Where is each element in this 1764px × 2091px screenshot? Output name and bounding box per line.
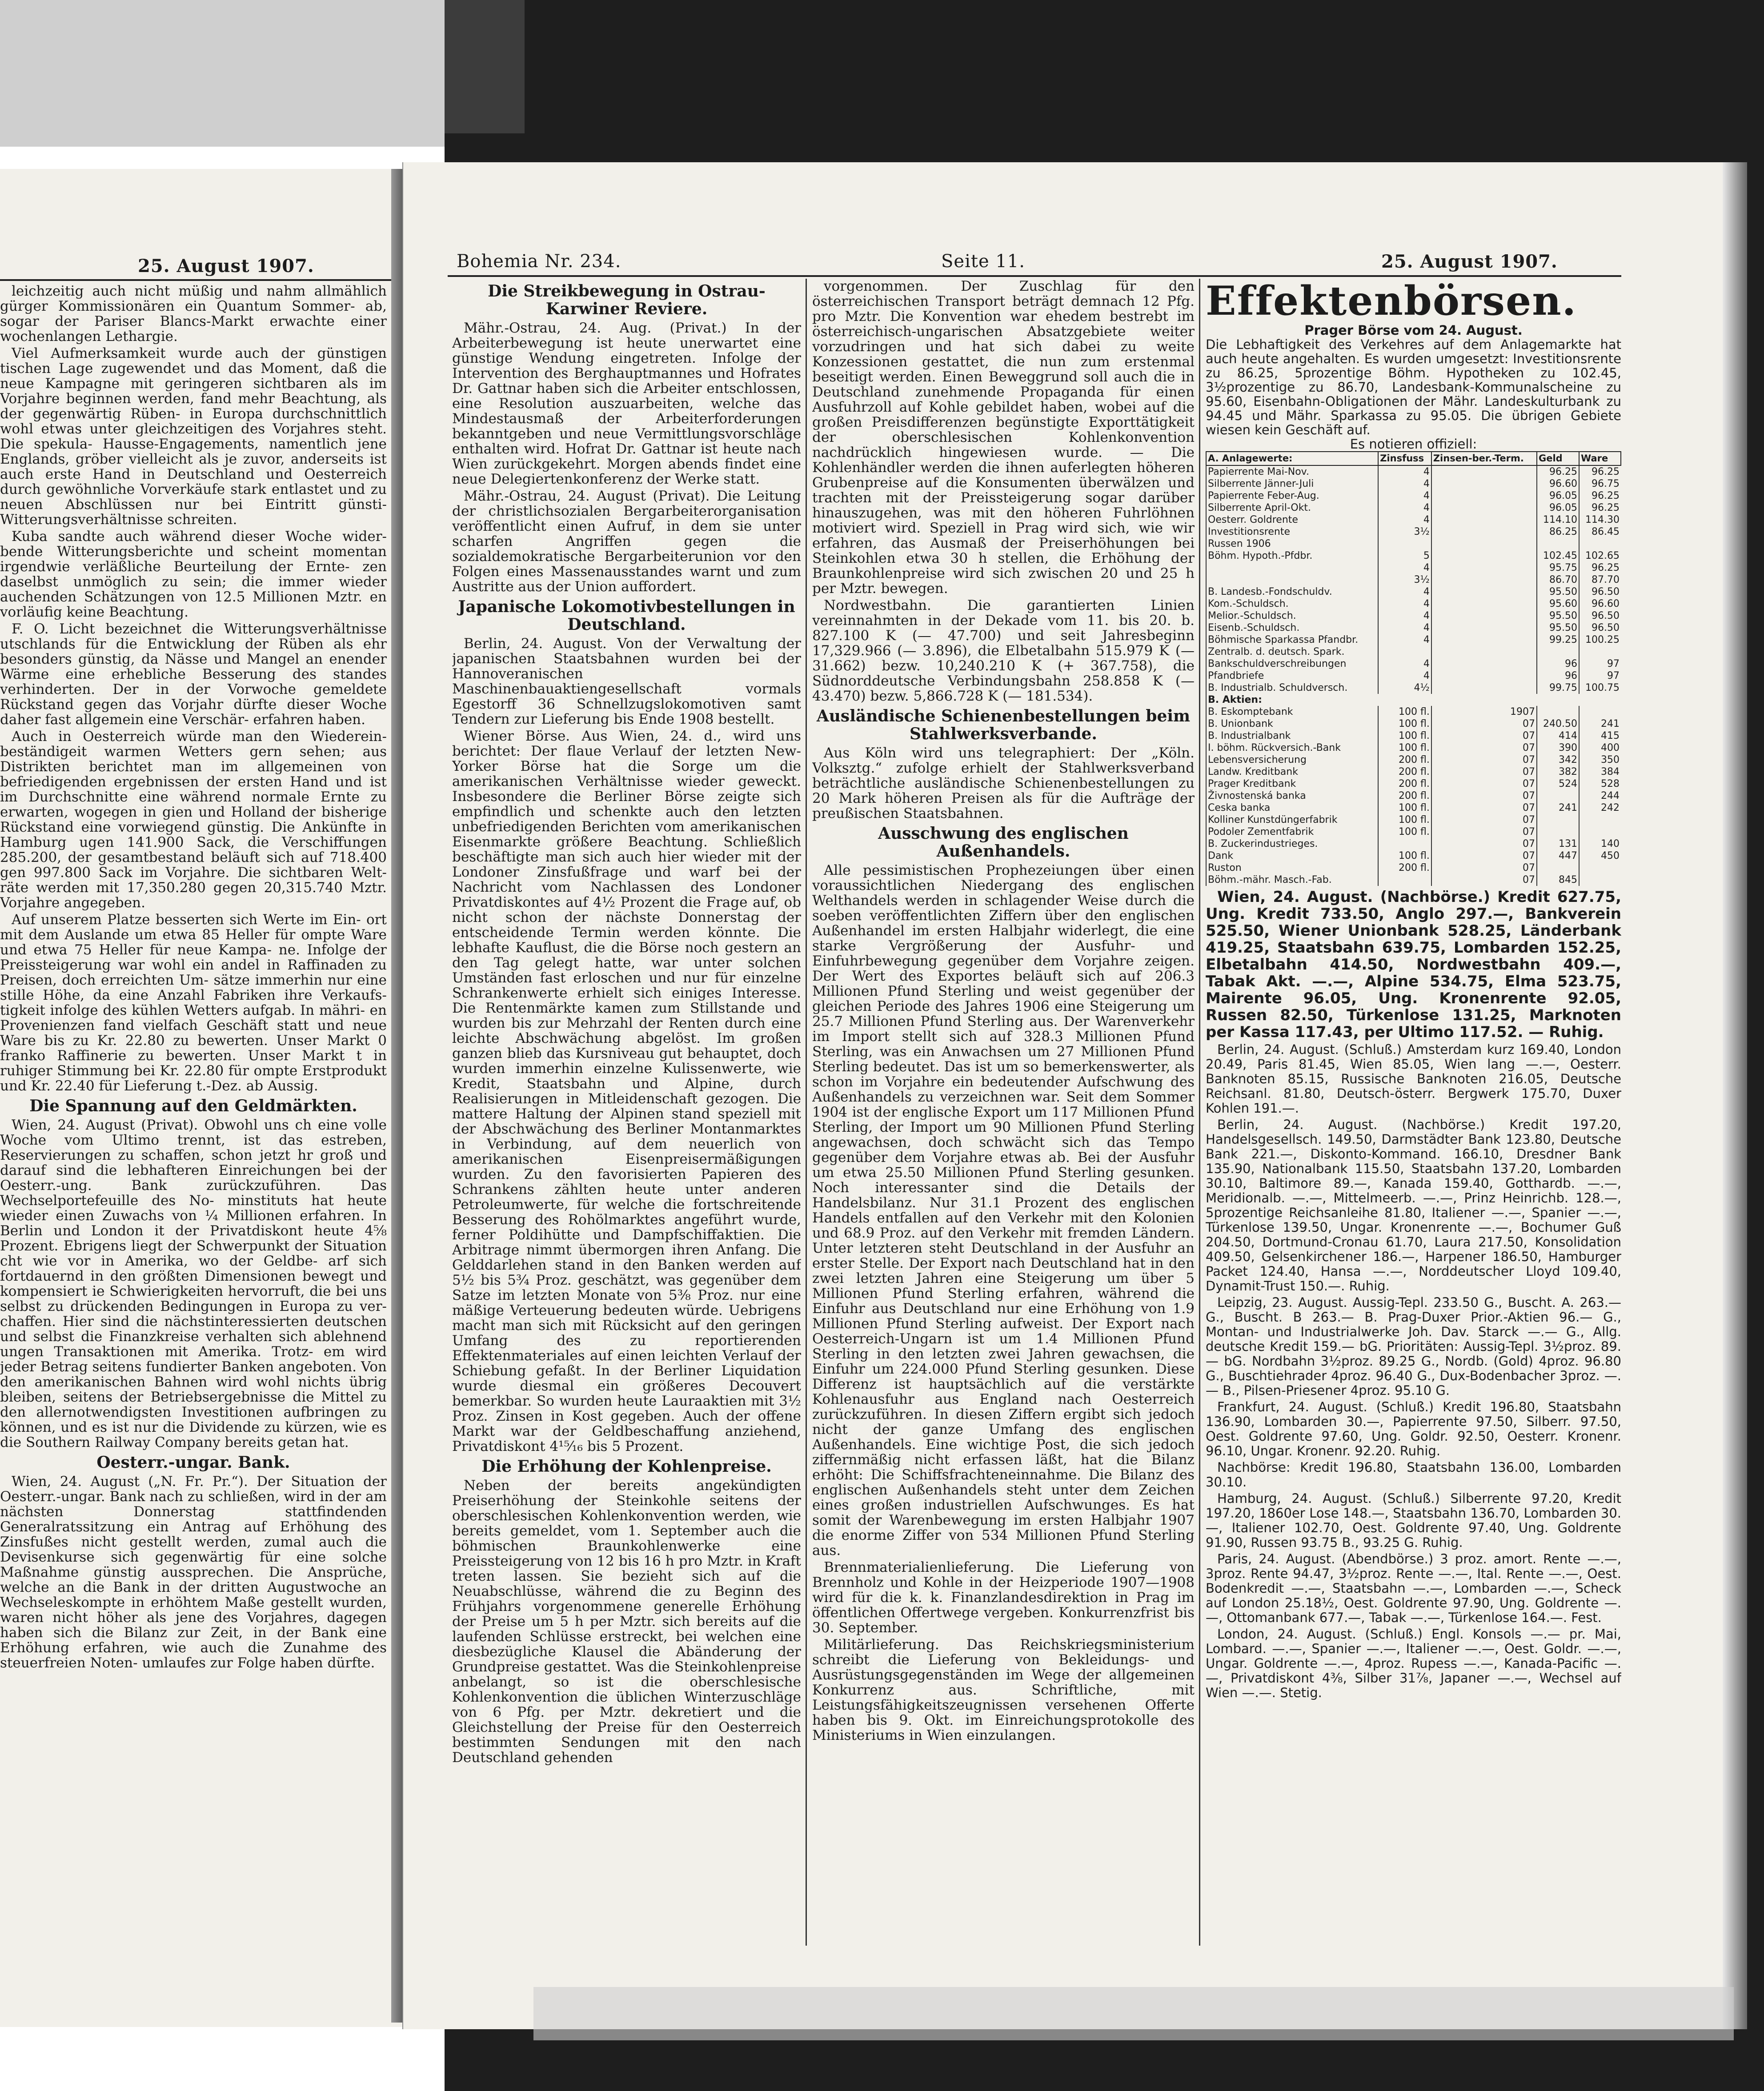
table-row	[1206, 502, 1621, 514]
table-cell: Živnostenská banka	[1206, 790, 1378, 802]
table-cell: 100.25	[1579, 634, 1621, 646]
table-cell: 97	[1579, 670, 1621, 682]
heading-lokomotiv: Japanische Lokomotivbestellungen in Deutschland.	[458, 597, 795, 634]
paragraph: Aus Köln wird uns telegraphiert: Der „Köln. Volksztg.“ zufolge erhielt der Stahlwerksverband beträchtliche ausländische Schienenbestellungen zu 20 Mark höheren Preisen als für die Aufträge der preußischen Staatsbahnen.	[812, 745, 1195, 821]
table-cell: 4	[1378, 670, 1431, 682]
quote-berlin: Berlin, 24. August. (Schluß.) Amsterdam kurz 169.40, London 20.49, Paris 81.45, Wien 85.05, Wien lang —.—, Oesterr. Banknoten 85.15, Russische Banknoten 216.05, Deutsche Reichsanl. 81.80, Deutsch-österr. Bergwerk 175.70, Duxer Kohlen 191.—.	[1206, 1042, 1621, 1116]
table-cell	[1431, 526, 1537, 538]
paragraph: vorgenommen. Der Zuschlag für den österreichischen Transport beträgt demnach 12 Pfg. pro Mztr. Die Konvention war ehedem bestrebt im österreichisch-ungarischen Absatzgebiete weiter vorzudringen und hat sich dabei zu weite Konzessionen gestattet, die nun zum erstenmal beseitigt werden. Einen Beweggrund soll auch die in Deutschland zunehmende Propaganda für einen Ausfuhrzoll auf Kohle gebildet haben, wobei auf die großen Preisdifferenzen begünstigte Exporttätigkeit der oberschlesischen Kohlenkonvention nachdrücklich hingewiesen wurde. — Die Kohlenhändler werden die ihnen auferlegten höheren Grubenpreise auf die Konsumenten überwälzen und trachten mit der Preissteigerung sogar darüber hinauszugehen, was mit den höheren Fuhrlöhnen motiviert wird. Speziell in Prag wird sich, wie wir erfahren, das Ausmaß der Preiserhöhungen bei Steinkohlen etwa 30 h stellen, die Erhöhung der Braunkohlenpreise wird sich zwischen 20 und 25 h per Mztr. bewegen.	[812, 279, 1195, 597]
column-c	[1206, 279, 1621, 1999]
table-cell: 96.60	[1579, 598, 1621, 610]
paragraph: Mähr.-Ostrau, 24. August (Privat). Die Leitung der christlichsozialen Bergarbeiterorganisation veröffentlicht einen Aufruf, in dem sie unter scharfen Angriffen gegen die sozialdemokratische Bergarbeiterunion vor den Folgen eines Massenausstandes warnt und zum Austritte aus der Union auffordert.	[452, 488, 801, 595]
table-cell: 242	[1579, 802, 1621, 814]
right-page	[402, 162, 1724, 2029]
paragraph: Mähr.-Ostrau, 24. Aug. (Privat.) In der Arbeiterbewegung ist heute unerwartet eine günstige Wendung eingetreten. Infolge der Intervention des Berghauptmannes und Hofrates Dr. Gattnar haben sich die Arbeiter entschlossen, eine Resolution auszuarbeiten, welche das Mindestausmaß der Arbeiterforderungen bekanntgeben und neue Vermittlungsvorschläge enthalten wird. Hofrat Dr. Gattnar ist heute nach Wien zurückgekehrt. Morgen abends findet eine neue Delegiertenkonferenz der Werke statt.	[452, 320, 801, 487]
table-cell: 100 fl.	[1378, 802, 1431, 814]
table-cell	[1431, 562, 1537, 574]
table-cell	[1537, 826, 1579, 838]
table-cell: 4	[1378, 622, 1431, 634]
table-cell: 4	[1378, 478, 1431, 490]
table-cell: 4	[1378, 658, 1431, 670]
table-row	[1206, 574, 1621, 586]
table-cell: 96.05	[1537, 490, 1579, 502]
paragraph: Alle pessimistischen Prophezeiungen über einen voraussichtlichen Niedergang des englischen Welthandels werden in schlagender Weise durch die soeben veröffentlichten Ziffern über den englischen Außenhandel im ersten Halbjahr widerlegt, die eine starke Vergrößerung der Ausfuhr- und Einfuhrbewegung gegenüber dem Vorjahre zeigen. Der Wert des Exportes beläuft sich auf 206.3 Millionen Pfund Sterling und weist gegenüber der gleichen Periode des Jahres 1906 eine Steigerung um 25.7 Millionen Pfund Sterling aus. Der Warenverkehr im Import stellt sich auf 328.3 Millionen Pfund Sterling, was ein Anwachsen um 27 Millionen Pfund Sterling bedeutet. Das ist um so bemerkenswerter, als schon im Vorjahre ein bedeutender Aufschwung des Außenhandels zu verzeichnen war. Seit dem Sommer 1904 ist der englische Export um 117 Millionen Pfund Sterling, der Import um 90 Millionen Pfund Sterling angewachsen, doch schwächt sich das Tempo gegenüber dem Vorjahre etwas ab. Bei der Ausfuhr um etwa 25.50 Millionen Pfund Sterling gesunken. Noch interessanter sind die Details der Handelsbilanz. Nur 31.1 Prozent des englischen Handels entfallen auf den Verkehr mit den Kolonien und 68.9 Proz. auf den Verkehr mit fremden Ländern. Unter letzteren steht Deutschland in der Ausfuhr an erster Stelle. Der Export nach Deutschland hat in den zwei letzten Jahren eine Steigerung um über 5 Millionen Pfund Sterling erfahren, während die Einfuhr aus Deutschland nur eine Erhöhung von 1.9 Millionen Pfund Sterling aufweist. Der Export nach Oesterreich-Ungarn ist um 1.4 Millionen Pfund Sterling in den letzten zwei Jahren gewachsen, die Einfuhr um 224.000 Pfund Sterling gesunken. Diese Differenz ist hauptsächlich auf die verstärkte Kohlenausfuhr aus England nach Oesterreich zurückzuführen. In diesen Ziffern ergibt sich jedoch nicht der ganze Umfang des englischen Außenhandels. Eine wichtige Post, die sich jedoch ziffernmäßig nicht erfassen läßt, hat die Bilanz erhöht: Die Schiffsfrachteneinnahme. Die Bilanz des englischen Außenhandels steht unter dem Zeichen eines großen industriellen Aufschwunges. Es hat somit der Warenbewegung im ersten Halbjahr 1907 die enorme Ziffer von 534 Millionen Pfund Sterling aus.	[812, 862, 1195, 1558]
table-row	[1206, 814, 1621, 826]
table-cell: 96	[1537, 658, 1579, 670]
table-cell: Zentralb. d. deutsch. Spark.	[1206, 646, 1378, 658]
table-row	[1206, 490, 1621, 502]
paragraph: Berlin, 24. August. Von der Verwaltung der japanischen Staatsbahnen wurden bei der Hannoveranischen Maschinenbauaktiengesellschaft vormals Egestorff 36 Schnellzugslokomotiven samt Tendern zur Lieferung bis Ende 1908 bestellt.	[452, 636, 801, 727]
table-cell: 384	[1579, 766, 1621, 778]
quote-berlin-nachboerse: Berlin, 24. August. (Nachbörse.) Kredit 197.20, Handelsgesellsch. 149.50, Darmstädter Bank 123.80, Deutsche Bank 221.—, Diskonto-Kommand. 166.10, Dresdner Bank 135.90, Nationalbank 115.50, Staatsbahn 137.20, Lombarden 30.10, Baltimore 89.—, Kanada 159.40, Gotthardb. —.—, Meridionalb. —.—, Mittelmeerb. —.—, Prinz Heinrichb. 128.—, 5prozentige Reichsanleihe 81.80, Italiener —.—, Spanier —.—, Türkenlose 139.50, Ungar. Kronenrente —.—, Bochumer Guß 204.50, Dortmund-Cronau 61.70, Laura 217.50, Konsolidation 409.50, Gelsenkirchener 186.—, Harpener 186.50, Hamburger Packet 124.40, Hansa —.—, Norddeutscher Lloyd 109.40, Dynamit-Trust 150.—. Ruhig.	[1206, 1117, 1621, 1294]
table-cell	[1431, 538, 1537, 550]
header-date: 25. August 1907.	[1381, 251, 1558, 272]
table-cell: 95.50	[1537, 622, 1579, 634]
table-cell: B. Zuckerindustrieges.	[1206, 838, 1378, 850]
table-cell: 3½	[1378, 574, 1431, 586]
quote-leipzig: Leipzig, 23. August. Aussig-Tepl. 233.50 G., Buscht. A. 263.— G., Buscht. B 263.— B. Prag-Duxer Prior.-Aktien 96.— G., Montan- und Industrialwerke Joh. Dav. Starck —.— G., Allg. deutsche Kredit 159.— bG. Prioritäten: Aussig-Tepl. 3½proz. 89.— bG. Nordbahn 3½proz. 89.25 G., Nordb. (Gold) 4proz. 96.80 G., Buschtiehrader 4proz. 96.40 G., Dux-Bodenbacher 3proz. —.— B., Pilsen-Priesener 4proz. 95.10 G.	[1206, 1295, 1621, 1398]
table-row	[1206, 514, 1621, 526]
table-cell: 4	[1378, 586, 1431, 598]
heading-geldmaerkte: Die Spannung auf den Geldmärkten.	[29, 1097, 357, 1115]
paragraph: Auf unserem Platze besserten sich Werte im Ein- ort mit dem Auslande um etwa 85 Heller für ompte Ware und etwa 75 Heller für neue Kampa- ne. Infolge der Preissteigerung war wohl ein andel in Raffinaden zu Preisen, doch erreichten Um- sätze immerhin nur eine stille Höhe, da eine Anzahl Fabriken ihre Verkaufs- tigkeit infolge des kühlen Wetters aufgab. In mähri- en Provenienzen fand vielfach Geschäft statt und neue Ware bis zu Kr. 22.80 zu bewerten. Unser Markt 0 franko Raffinerie zu bewerten. Unser Markt t in ruhiger Stimmung bei Kr. 22.80 für ompte Erstprodukt und Kr. 22.40 für Lieferung t.-Dez. ab Aussig.	[0, 912, 387, 1094]
table-header: Geld	[1537, 452, 1579, 465]
table-cell	[1537, 814, 1579, 826]
table-row	[1206, 646, 1621, 658]
table-cell: Ruston	[1206, 862, 1378, 874]
paragraph: Kuba sandte auch während dieser Woche wider- bende Witterungsberichte und scheint momentan irgendwie verläßliche Beurteilung der Ernte- zen daselbst unmöglich zu sein; die immer wieder auchenden Schätzungen von 12.5 Millionen Mztr. en vorläufig keine Beachtung.	[0, 529, 387, 620]
table-cell	[1431, 465, 1537, 478]
table-cell	[1579, 826, 1621, 838]
table-cell: 07	[1431, 766, 1537, 778]
table-cell: B. Unionbank	[1206, 718, 1378, 730]
table-cell: 114.30	[1579, 514, 1621, 526]
table-row	[1206, 778, 1621, 790]
table-cell	[1579, 646, 1621, 658]
table-cell: Lebensversicherung	[1206, 754, 1378, 766]
table-header: Zinsfuss	[1378, 452, 1431, 465]
left-page	[0, 169, 402, 2027]
table-cell: 07	[1431, 850, 1537, 862]
table-row	[1206, 742, 1621, 754]
table-cell	[1431, 478, 1537, 490]
table-cell	[1431, 658, 1537, 670]
table-cell: B. Industrialbank	[1206, 730, 1378, 742]
table-cell: 5	[1378, 550, 1431, 562]
table-row	[1206, 478, 1621, 490]
table-cell: 241	[1537, 802, 1579, 814]
bottom-shadow	[533, 1987, 1734, 2040]
table-cell: Kom.-Schuldsch.	[1206, 598, 1378, 610]
table-cell: 96	[1537, 670, 1579, 682]
table-cell	[1537, 862, 1579, 874]
quote-frankfurt-nachboerse: Nachbörse: Kredit 196.80, Staatsbahn 136.00, Lombarden 30.10.	[1206, 1460, 1621, 1490]
table-row	[1206, 526, 1621, 538]
header-rule	[0, 279, 391, 281]
table-cell: Russen 1906	[1206, 538, 1378, 550]
table-cell	[1431, 610, 1537, 622]
paragraph: F. O. Licht bezeichnet die Witterungsverhältnisse utschlands für die Entwicklung der Rüben als ehr besonders günstig, da Nässe und Mangel an enender Wärme eine erhebliche Besserung des standes verhinderten. Der in der Vorwoche gemeldete Rückstand gegen das Vorjahr dürfte dieser Woche daher fast allgemein eine Verschär- erfahren haben.	[0, 621, 387, 728]
table-cell: 07	[1431, 790, 1537, 802]
table-row	[1206, 862, 1621, 874]
column-b	[812, 279, 1195, 1999]
table-cell: 100 fl.	[1378, 850, 1431, 862]
table-cell: 200 fl.	[1378, 778, 1431, 790]
table-cell	[1378, 874, 1431, 886]
table-row	[1206, 610, 1621, 622]
table-cell: 07	[1431, 802, 1537, 814]
table-cell: 415	[1579, 730, 1621, 742]
table-cell: 07	[1431, 838, 1537, 850]
table-cell: Oesterr. Goldrente	[1206, 514, 1378, 526]
table-cell: 342	[1537, 754, 1579, 766]
quote-hamburg: Hamburg, 24. August. (Schluß.) Silberrente 97.20, Kredit 197.20, 1860er Lose 148.—, Staatsbahn 136.70, Lombarden 30.—, Italiener 102.70, Oest. Goldrente 97.40, Ung. Goldrente 91.90, Russen 93.75 B., 93.25 G. Ruhig.	[1206, 1491, 1621, 1550]
table-cell: 200 fl.	[1378, 862, 1431, 874]
table-cell	[1431, 670, 1537, 682]
table-cell: 131	[1537, 838, 1579, 850]
table-cell	[1431, 502, 1537, 514]
table-cell: 07	[1431, 814, 1537, 826]
table-cell: 240.50	[1537, 718, 1579, 730]
column-a	[452, 279, 801, 1999]
table-cell	[1579, 538, 1621, 550]
table-row	[1206, 826, 1621, 838]
table-cell: 86.25	[1537, 526, 1579, 538]
table-header: A. Anlagewerte:	[1206, 452, 1378, 465]
heading-aussenhandel: Ausschwung des englischen Außenhandels.	[878, 824, 1129, 861]
paragraph: Militärlieferung. Das Reichskriegsministerium schreibt die Lieferung von Bekleidungs- und Ausrüstungsgegenständen im Wege der allgemeinen Konkurrenz aus. Schriftliche, mit Leistungsfähigkeitszeugnissen versehenen Offerte haben bis 9. Okt. im Einreichungsprotokolle des Ministeriums in Wien einzulangen.	[812, 1637, 1195, 1743]
table-cell: 4	[1378, 562, 1431, 574]
table-cell: 07	[1431, 826, 1537, 838]
table-cell	[1378, 538, 1431, 550]
table-cell: 07	[1431, 754, 1537, 766]
table-cell: 447	[1537, 850, 1579, 862]
table-cell: 4	[1378, 490, 1431, 502]
table-cell: 07	[1431, 862, 1537, 874]
table-cell: 200 fl.	[1378, 754, 1431, 766]
table-cell: 200 fl.	[1378, 790, 1431, 802]
table-cell: Investitionsrente	[1206, 526, 1378, 538]
table-cell: 100.75	[1579, 682, 1621, 694]
table-row	[1206, 465, 1621, 478]
table-cell: 96.50	[1579, 610, 1621, 622]
table-cell: 97	[1579, 658, 1621, 670]
table-cell: Böhm.-mähr. Masch.-Fab.	[1206, 874, 1378, 886]
table-cell: 07	[1431, 742, 1537, 754]
table-row	[1206, 586, 1621, 598]
table-cell	[1579, 706, 1621, 718]
table-header: Zinsen-ber.-Term.	[1431, 452, 1537, 465]
table-cell: Pfandbriefe	[1206, 670, 1378, 682]
table-cell: B. Industrialb. Schuldversch.	[1206, 682, 1378, 694]
table-row	[1206, 754, 1621, 766]
table-cell: Böhm. Hypoth.-Pfdbr.	[1206, 550, 1378, 562]
table-cell: 96.05	[1537, 502, 1579, 514]
table-cell: 350	[1579, 754, 1621, 766]
table-cell: 4	[1378, 502, 1431, 514]
paragraph: Nordwestbahn. Die garantierten Linien vereinnahmten in der Dekade vom 11. bis 20. b. 827.100 K (— 47.700) und seit Jahresbeginn 17,329.966 (— 3.896), die Elbetalbahn 515.979 K (— 31.662) bezw. 10,240.210 K (+ 367.758), die Südnorddeutsche Verbindungsbahn 258.858 K (— 43.470) bezw. 5,866.728 K (— 181.534).	[812, 597, 1195, 704]
table-cell: 96.25	[1537, 465, 1579, 478]
table-cell: 1907	[1431, 706, 1537, 718]
table-cell: Papierrente Mai-Nov.	[1206, 465, 1378, 478]
table-cell: Prager Kreditbank	[1206, 778, 1378, 790]
heading-streik: Die Streikbewegung in Ostrau- Karwiner Reviere.	[488, 282, 766, 318]
table-cell: 100 fl.	[1378, 814, 1431, 826]
quote-paris: Paris, 24. August. (Abendbörse.) 3 proz. amort. Rente —.—, 3proz. Rente 94.47, 3½proz. Rente —.—, Ital. Rente —.—, Oest. Bodenkredit —.—, Staatsbahn —.—, Lombarden —.—, Scheck auf London 25.18½, Oest. Goldrente 97.90, Ung. Goldrente —.—, Ottomanbank 677.—, Tabak —.—, Türkenlose 164.—. Fest.	[1206, 1551, 1621, 1625]
table-row	[1206, 550, 1621, 562]
quote-wien: Wien, 24. August. (Nachbörse.) Kredit 627.75, Ung. Kredit 733.50, Anglo 297.—, Bankverein 525.50, Wiener Unionbank 528.25, Länderbank 419.25, Staatsbahn 639.75, Lombarden 152.25, Elbetalbahn 414.50, Nordwestbahn 409.—, Tabak Akt. —.—, Alpine 534.75, Elma 523.75, Mairente 96.05, Ung. Kronenrente 92.05, Russen 82.50, Türkenlose 131.25, Marknoten per Kassa 117.43, per Ultimo 117.52. — Ruhig.	[1206, 888, 1621, 1041]
table-cell: Kolliner Kunstdüngerfabrik	[1206, 814, 1378, 826]
table-cell	[1431, 586, 1537, 598]
table-cell: Papierrente Feber-Aug.	[1206, 490, 1378, 502]
left-column	[0, 284, 387, 2008]
table-cell: 96.50	[1579, 622, 1621, 634]
heading-kohlenpreise: Die Erhöhung der Kohlenpreise.	[481, 1457, 772, 1476]
header-rule	[448, 275, 1621, 277]
table-row	[1206, 538, 1621, 550]
table-cell: 3½	[1378, 526, 1431, 538]
column-divider	[1199, 279, 1200, 1946]
table-cell: B. Landesb.-Fondschuldv.	[1206, 586, 1378, 598]
effektenboersen-title: Effektenbörsen.	[1206, 279, 1577, 324]
aktien-rows	[1206, 706, 1621, 886]
market-intro: Die Lebhaftigkeit des Verkehres auf dem Anlagemarkte hat auch heute angehalten. Es wurden umgesetzt: Investitionsrente zu 86.25, 5prozentige Böhm. Hypotheken zu 102.45, 3½prozentige zu 86.70, Landesbank-Kommunalscheine zu 95.60, Eisenbahn-Obligationen der Mähr. Landeskulturbank zu 94.45 und Mähr. Sparkassa zu 95.05. Die übrigen Gebiete wiesen kein Geschäft auf.	[1206, 337, 1621, 437]
table-cell: Dank	[1206, 850, 1378, 862]
table-cell: 4½	[1378, 682, 1431, 694]
table-cell: Bankschuldverschreibungen	[1206, 658, 1378, 670]
table-cell: 400	[1579, 742, 1621, 754]
table-cell: 390	[1537, 742, 1579, 754]
table-cell	[1431, 622, 1537, 634]
table-cell	[1431, 514, 1537, 526]
table-cell	[1579, 874, 1621, 886]
table-cell: 4	[1378, 465, 1431, 478]
table-row	[1206, 874, 1621, 886]
table-cell	[1431, 682, 1537, 694]
table-cell	[1537, 538, 1579, 550]
left-page-date: 25. August 1907.	[138, 256, 314, 276]
table-cell: Silberrente April-Okt.	[1206, 502, 1378, 514]
table-cell: 200 fl.	[1378, 766, 1431, 778]
table-cell: 114.10	[1537, 514, 1579, 526]
page-edge	[1723, 162, 1747, 2029]
table-cell	[1537, 646, 1579, 658]
table-cell	[1378, 838, 1431, 850]
table-cell: 95.50	[1537, 586, 1579, 598]
table-row	[1206, 562, 1621, 574]
table-cell	[1431, 550, 1537, 562]
table-cell: 95.75	[1537, 562, 1579, 574]
table-cell: 528	[1579, 778, 1621, 790]
table-cell	[1431, 490, 1537, 502]
table-cell: 07	[1431, 778, 1537, 790]
table-row	[1206, 622, 1621, 634]
table-cell: 140	[1579, 838, 1621, 850]
table-cell: 102.65	[1579, 550, 1621, 562]
table-cell: 100 fl.	[1378, 730, 1431, 742]
table-cell: 100 fl.	[1378, 706, 1431, 718]
table-cell: 96.25	[1579, 562, 1621, 574]
table-cell: 96.60	[1537, 478, 1579, 490]
paragraph: Wien, 24. August („N. Fr. Pr.“). Der Situation der Oesterr.-ungar. Bank nach zu schließen, wird in der am nächsten Donnerstag stattfindenden Generalratssitzung ein Antrag auf Erhöhung des Zinsfußes nicht gestellt werden, zumal auch die Devisenkurse sich gegenwärtig für eine solche Maßnahme günstig aussprechen. Die Ansprüche, welche an die Bank in der dritten Augustwoche an Wechseleskompte in erhöhtem Maße gestellt wurden, waren nicht höher als jene des Vorjahres, dagegen haben sich die Bilanz zur Zeit, in der Bank eine Erhöhung erfahren, wie auch die Zunahme des steuerfreien Noten- umlaufes zur Folge haben dürfte.	[0, 1474, 387, 1671]
table-cell	[1378, 646, 1431, 658]
table-cell: 95.60	[1537, 598, 1579, 610]
table-cell	[1537, 790, 1579, 802]
table-cell	[1431, 646, 1537, 658]
table-cell: 414	[1537, 730, 1579, 742]
table-row	[1206, 658, 1621, 670]
table-cell: 244	[1579, 790, 1621, 802]
table-row	[1206, 766, 1621, 778]
table-row	[1206, 706, 1621, 718]
table-caption: Es notieren offiziell:	[1350, 437, 1477, 452]
table-row	[1206, 850, 1621, 862]
table-cell: 241	[1579, 718, 1621, 730]
paragraph: Wien, 24. August (Privat). Obwohl uns ch eine volle Woche vom Ultimo trennt, ist das estreben, Reservierungen zu schaffen, schon jetzt hr groß und darauf sind die lebhafteren Einreichungen bei der Oesterr.-ung. Bank zurückzuführen. Das Wechselportefeuille des No- minstituts hat heute wieder einen Zuwachs von ¼ Millionen erfahren. In Berlin und London it der Privatdiskont heute 4⅝ Prozent. Ebrigens liegt der Schwerpunkt der Situation cht wie vor in Amerika, wo der Geldbe- arf sich fortdauernd in den größten Dimensionen bewegt und kompensiert ie Schwierigkeiten hervorruft, die bei uns selbst zu drückenden Bedingungen in Europa zu ver- chaffen. Hier sind die nächstinteressierten deutschen und selbst die Finanzkreise verhalten sich ablehnend ungen Transaktionen mit Amerika. Trotz- em wird jeder Betrag seitens fundierter Banken angeboten. Von den amerikanischen Bahnen wird wohl nichts übrig bleiben, seitens der Betriebsergebnisse die Mittel zu den allernotwendigsten Investitionen aufbringen zu können, und es ist nur die Dividende zu kürzen, wie es die Southern Railway Company bereits getan hat.	[0, 1117, 387, 1450]
paragraph: Neben der bereits angekündigten Preiserhöhung der Steinkohle seitens der oberschlesischen Kohlenkonvention werden, wie bereits gemeldet, vom 1. September auch die böhmischen Braunkohlenwerke eine Preissteigerung von 12 bis 16 h pro Mztr. in Kraft treten lassen. Sie bezieht sich auf die Neuabschlüsse, während die zu Beginn des Frühjahrs vorgenommene generelle Erhöhung der Preise um 5 h per Mztr. sich bereits auf die laufenden Schlüsse erstreckt, bei welchen eine diesbezügliche Klausel die Abänderung der Grundpreise gestattet. Was die Steinkohlenpreise anbelangt, so ist die oberschlesische Kohlenkonvention die üblichen Winterzuschläge von 6 Pfg. per Mztr. dekretiert und die Gleichstellung der Preise für den Oesterreich bestimmten Sendungen mit den nach Deutschland gehenden	[452, 1478, 801, 1766]
header-issue: Bohemia Nr. 234.	[457, 251, 621, 272]
table-cell	[1206, 574, 1378, 586]
table-cell: 96.25	[1579, 465, 1621, 478]
table-cell	[1206, 562, 1378, 574]
table-cell: Podoler Zementfabrik	[1206, 826, 1378, 838]
table-cell: 845	[1537, 874, 1579, 886]
table-cell: 4	[1378, 598, 1431, 610]
section-aktien: B. Aktien:	[1206, 694, 1621, 706]
header-page-number: Seite 11.	[941, 251, 1025, 272]
heading-bank: Oesterr.-ungar. Bank.	[96, 1453, 290, 1472]
anlagewerte-rows	[1206, 465, 1621, 694]
heading-schienen: Ausländische Schienenbestellungen beim Stahlwerksverbande.	[816, 707, 1191, 743]
table-cell	[1579, 862, 1621, 874]
grey-backdrop	[0, 0, 445, 147]
table-cell: 4	[1378, 634, 1431, 646]
table-cell: 524	[1537, 778, 1579, 790]
table-cell: 4	[1378, 610, 1431, 622]
table-cell: 07	[1431, 718, 1537, 730]
table-cell: Böhmische Sparkassa Pfandbr.	[1206, 634, 1378, 646]
table-row	[1206, 790, 1621, 802]
table-cell	[1431, 574, 1537, 586]
table-cell: 450	[1579, 850, 1621, 862]
paragraph: leichzeitig auch nicht müßig und nahm allmählich gürger Kommissionären ein Quantum Sommer- ab, sogar der Pariser Blancs-Markt erwachte einer wochenlangen Lethargie.	[0, 284, 387, 344]
column-divider	[806, 279, 807, 1946]
table-cell: Melior.-Schuldsch.	[1206, 610, 1378, 622]
table-row	[1206, 634, 1621, 646]
table-cell: 99.25	[1537, 634, 1579, 646]
prager-boerse-subtitle: Prager Börse vom 24. August.	[1304, 323, 1523, 338]
scanner-block	[445, 0, 525, 133]
table-cell: 100 fl.	[1378, 742, 1431, 754]
table-cell: B. Eskomptebank	[1206, 706, 1378, 718]
table-row	[1206, 730, 1621, 742]
table-cell	[1579, 814, 1621, 826]
table-row	[1206, 682, 1621, 694]
table-cell: 96.50	[1579, 586, 1621, 598]
table-cell: 95.50	[1537, 610, 1579, 622]
table-cell: 96.25	[1579, 490, 1621, 502]
table-cell: 86.70	[1537, 574, 1579, 586]
table-cell: 96.75	[1579, 478, 1621, 490]
table-row	[1206, 838, 1621, 850]
table-cell: 100 fl.	[1378, 826, 1431, 838]
table-cell: 99.75	[1537, 682, 1579, 694]
table-cell: Silberrente Jänner-Juli	[1206, 478, 1378, 490]
market-reports	[1206, 889, 1621, 1700]
paragraph: Auch in Oesterreich würde man den Wiederein- beständigeit warmen Wetters gern sehen; aus Distrikten berichtet man im allgemeinen von befriedigenden ergebnissen der ersten Hand und ist im Durchschnitte eine während normale Ernte zu erwarten, wogegen in gien und Holland der bisherige Rückstand eine vorwiegend günstig. Die Ankünfte in Hamburg ugen 141.900 Sack, die Verschiffungen 285.200, der gesamtbestand beläuft sich auf 718.400 gen 997.800 Sack im Vorjahre. Die sichtbaren Welt- räte werden mit 17,350.280 gegen 20,315.740 Mztr. Vorjahre angegeben.	[0, 729, 387, 911]
table-row	[1206, 718, 1621, 730]
table-cell: 87.70	[1579, 574, 1621, 586]
table-cell	[1537, 706, 1579, 718]
table-cell: 07	[1431, 874, 1537, 886]
paragraph: Wiener Börse. Aus Wien, 24. d., wird uns berichtet: Der flaue Verlauf der letzten New-Yorker Börse hat die Sorge um die amerikanischen Verhältnisse wieder geweckt. Insbesondere die Berliner Börse zeigte sich empfindlich und schenkte auch den letzten unbefriedigenden Berichten vom amerikanischen Eisenmarkte größere Beachtung. Schließlich beschäftigte man sich auch hier wieder mit der Londoner Zinsfußfrage und warf bei der Nachricht vom Nachlassen des Londoner Privatdiskontes auf 4½ Prozent die Frage auf, ob nicht schon der nächste Donnerstag der entscheidende Termin werden könnte. Die lebhafte Kauflust, die die Börse noch gestern an den Tag gelegt hatte, war unter solchen Umständen fast erloschen und nur für einzelne Schrankenwerte erhielt sich einiges Interesse. Die Rentenmärkte kamen zum Stillstande und wurden bis zur Mehrzahl der Renten durch eine leichte Abschwächung abgelöst. Im großen ganzen blieb das Kursniveau gut behauptet, doch wurden immerhin einzelne Kulissenwerte, wie Kredit, Staatsbahn und Alpine, durch Realisierungen in Mitleidenschaft gezogen. Die mattere Haltung der Alpinen stand speziell mit der Abschwächung des Berliner Montanmarktes in Verbindung, auf dem neuerlich von amerikanischen Eisenpreisermäßigungen wurden. Zu den favorisierten Papieren des Schrankens zählten heute unter anderen Petroleumwerte, für welche die fortschreitende Besserung des Rohölmarktes angeführt wurde, ferner Poldihütte und Dampfschiffaktien. Die Arbitrage nimmt übermorgen ihren Anfang. Die Gelddarlehen stand in den Banken werden auf 5½ bis 5¾ Proz. geschätzt, was gegenüber dem Satze im letzten Monate von 5⅜ Proz. nur eine mäßige Verteuerung bedeuten würde. Uebrigens macht man sich mit Rücksicht auf den geringen Umfang des zu reportierenden Effektenmateriales auf einen leichten Verlauf der Schiebung gefaßt. In der Berliner Liquidation wurde diesmal ein größeres Decouvert bemerkbar. So wurden heute Lauraaktien mit 3½ Proz. Zinsen in Kost gegeben. Auch der offene Markt war der Geldbeschaffung anziehend, Privatdiskont 4¹⁵⁄₁₆ bis 5 Prozent.	[452, 728, 801, 1454]
table-cell: 382	[1537, 766, 1579, 778]
paragraph: Brennmaterialienlieferung. Die Lieferung von Brennholz und Kohle in der Heizperiode 1907—1908 wird für die k. k. Finanzlandesdirektion in Prag im öffentlichen Offertwege vergeben. Konkurrenzfrist bis 30. September.	[812, 1559, 1195, 1636]
table-header: Ware	[1579, 452, 1621, 465]
quotation-table	[1206, 451, 1621, 886]
table-cell: Landw. Kreditbank	[1206, 766, 1378, 778]
table-cell: 4	[1378, 514, 1431, 526]
table-cell: I. böhm. Rückversich.-Bank	[1206, 742, 1378, 754]
table-cell: 96.25	[1579, 502, 1621, 514]
table-cell	[1431, 598, 1537, 610]
table-cell: 07	[1431, 730, 1537, 742]
table-cell: Eisenb.-Schuldsch.	[1206, 622, 1378, 634]
table-row	[1206, 598, 1621, 610]
table-row	[1206, 802, 1621, 814]
table-row	[1206, 670, 1621, 682]
table-cell: 86.45	[1579, 526, 1621, 538]
paragraph: Viel Aufmerksamkeit wurde auch der günstigen tischen Lage zugewendet und das Moment, daß die neue Kampagne mit geringeren sichtbaren als im Vorjahre beginnen werden, fand mehr Beachtung, als der gegenwärtig Rüben- in Europa durchschnittlich wohl etwas unter gleichzeitigen des Vorjahres steht. Die spekula- Hausse-Engagements, namentlich jene Englands, gröber vielleicht als je zuvor, anderseits ist auch erste Hand in Deutschland und Oesterreich durch gewöhnliche Vorverkäufe stark entlastet und zu neuen Abschlüssen nur bei Eintritt günsti- Witterungsverhältnisse schreiten.	[0, 345, 387, 528]
quote-london: London, 24. August. (Schluß.) Engl. Konsols —.— pr. Mai, Lombard. —.—, Spanier —.—, Italiener —.—, Oest. Goldr. —.—, Ungar. Goldrente —.—, 4proz. Rupess —.—, Kanada-Pacific —.—, Privatdiskont 4⅜, Silber 31⅞, Japaner —.—, Wechsel auf Wien —.—. Stetig.	[1206, 1626, 1621, 1700]
table-cell: 100 fl.	[1378, 718, 1431, 730]
table-cell: 102.45	[1537, 550, 1579, 562]
table-cell: Ceska banka	[1206, 802, 1378, 814]
table-cell	[1431, 634, 1537, 646]
quote-frankfurt: Frankfurt, 24. August. (Schluß.) Kredit 196.80, Staatsbahn 136.90, Lombarden 30.—, Papierrente 97.50, Silberr. 97.50, Oest. Goldrente 97.60, Ung. Goldr. 92.50, Oesterr. Kronenr. 96.10, Ungar. Kronenr. 92.20. Ruhig.	[1206, 1399, 1621, 1458]
